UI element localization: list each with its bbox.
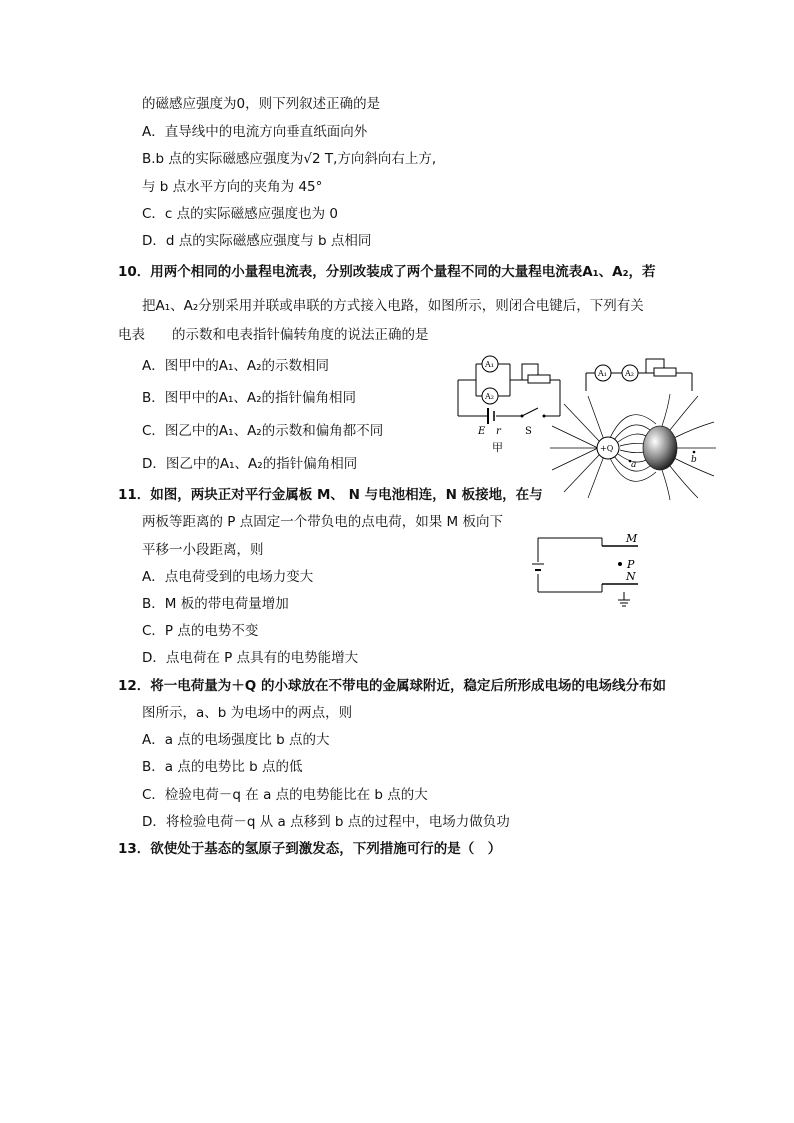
option-b: B．图甲中的A₁、A₂的指针偏角相同 <box>142 390 357 406</box>
option-a: A．图甲中的A₁、A₂的示数相同 <box>142 358 330 374</box>
text-line: 两板等距离的 P 点固定一个带负电的点电荷，如果 M 板向下 <box>142 514 503 530</box>
option-d: D．d 点的实际磁感应强度与 b 点相同 <box>142 233 372 249</box>
question-10: 10．用两个相同的小量程电流表，分别改装成了两个量程不同的大量程电流表A₁、A₂，若 <box>118 264 656 280</box>
option-b: B．a 点的电势比 b 点的低 <box>142 759 303 775</box>
option-d: D．图乙中的A₁、A₂的指针偏角相同 <box>142 456 358 472</box>
option-d: D．将检验电荷－q 从 a 点移到 b 点的过程中，电场力做负功 <box>142 814 510 830</box>
figure-caption: 甲 <box>492 441 503 454</box>
circuit-diagram-series <box>584 355 696 393</box>
text-line: 把A₁、A₂分别采用并联或串联的方式接入电路，如图所示，则闭合电键后，下列有关 <box>142 298 644 314</box>
ammeter-label-2: A₂ <box>625 369 634 378</box>
emf-label: E <box>478 426 486 437</box>
option-c: C．c 点的实际磁感应强度也为 0 <box>142 206 339 222</box>
r-label: r <box>496 426 501 437</box>
option-b: B.b 点的实际磁感应强度为√2 T,方向斜向右上方, <box>142 151 437 167</box>
plate-m-label: M <box>626 532 638 545</box>
option-a: A．点电荷受到的电场力变大 <box>142 569 314 585</box>
option-b: B．M 板的带电荷量增加 <box>142 596 289 612</box>
switch-label: S <box>525 426 532 437</box>
option-d: D．点电荷在 P 点具有的电势能增大 <box>142 650 359 666</box>
question-12: 12．将一电荷量为＋Q 的小球放在不带电的金属球附近，稳定后所形成电场的电场线分布如 <box>118 678 666 694</box>
point-p-label: P <box>627 558 635 571</box>
text-line: 电表 的示数和电表指针偏转角度的说法正确的是 <box>118 327 429 343</box>
point-p <box>618 562 622 566</box>
metal-sphere <box>643 426 677 470</box>
ammeter-label-1: A₁ <box>485 360 494 369</box>
option-c: C．检验电荷－q 在 a 点的电势能比在 b 点的大 <box>142 787 428 803</box>
text-line: 平移一小段距离，则 <box>142 542 264 558</box>
option-c: C．P 点的电势不变 <box>142 623 259 639</box>
option-c: C．图乙中的A₁、A₂的示数和偏角都不同 <box>142 423 384 439</box>
charge-label: +Q <box>600 444 614 453</box>
option-a: A．直导线中的电流方向垂直纸面向外 <box>142 124 368 140</box>
ammeter-label-2: A₂ <box>485 392 494 401</box>
ammeter-label-1: A₁ <box>598 369 607 378</box>
text-line: 的磁感应强度为0，则下列叙述正确的是 <box>142 96 381 112</box>
question-13: 13．欲使处于基态的氢原子到激发态，下列措施可行的是（ ） <box>118 841 502 857</box>
electric-field-diagram <box>548 392 718 500</box>
text-line: 图所示，a、b 为电场中的两点，则 <box>142 705 353 721</box>
point-b-label: b <box>691 455 697 465</box>
parallel-plates-diagram <box>530 526 642 614</box>
plate-n-label: N <box>626 570 636 583</box>
question-11: 11．如图，两块正对平行金属板 M、 N 与电池相连，N 板接地，在与 <box>118 487 543 503</box>
text-line: 与 b 点水平方向的夹角为 45° <box>142 179 323 195</box>
option-a: A．a 点的电场强度比 b 点的大 <box>142 732 330 748</box>
point-a-label: a <box>631 460 637 470</box>
